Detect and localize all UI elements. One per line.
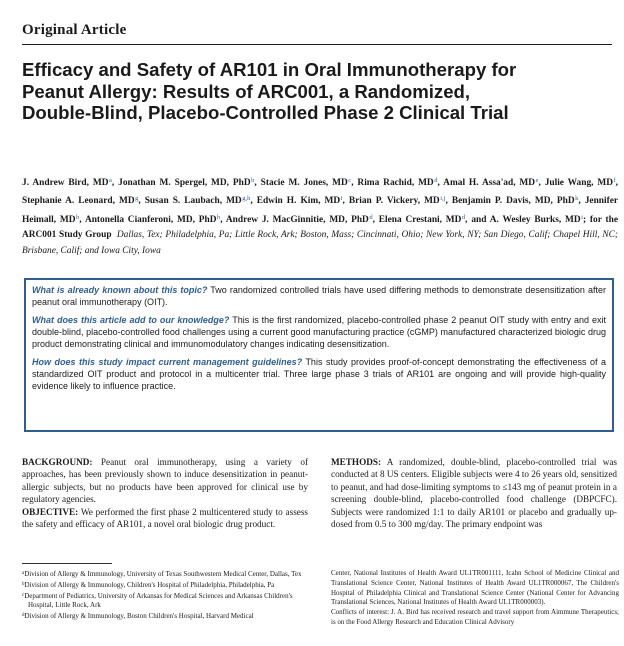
author-name: Julie Wang, MD — [544, 178, 613, 188]
funding-footnote: Center, National Institutes of Health Award UL1TR001111, Icahn School of Medicine Clinical and Translational Science Center, National Institutes of Health Award UL1TR000067, The Children's Hospital of Philadelphia Clinical and Translational Science Center (National Center for Advancing Translational Sciences, National Institutes of Health Award UL1TR000003). — [331, 569, 619, 607]
author-affiliation-marker: d — [434, 177, 438, 184]
author-name: Rima Rachid, MD — [357, 178, 434, 188]
author-affiliation-marker: d — [369, 213, 373, 221]
author-affiliation-marker: i — [340, 195, 343, 203]
abstract-right-column — [331, 456, 617, 530]
author-name: Jennifer Heimall, MD — [22, 196, 619, 225]
author-affiliation-marker: e — [535, 177, 539, 184]
author-name: Susan S. Laubach, MD — [144, 196, 242, 207]
article-title: Efficacy and Safety of AR101 in Oral Immunotherapy for Peanut Allergy: Results of ARC001, a Randomized, Double-Blind, Placebo-Controlled Phase 2 Clinical Trial — [22, 59, 517, 124]
objective-label: OBJECTIVE: — [22, 506, 79, 517]
background-text: Peanut oral immunotherapy, using a variety of approaches, has been previously shown to induce desensitization in peanut-allergic subjects, but no products have been approved for clinical use by regulatory agencies. — [22, 457, 308, 505]
box-answer-adds: This is the first randomized, placebo-controlled phase 2 peanut OIT study with entry and exit double-blind, placebo-controlled food challenges using a current good manufacturing practice (cGMP) manufactured characterized biologic drug product demonstrating clinical and immunomodulatory changes indicating desensitization. — [32, 315, 606, 349]
author-affiliation-marker: k — [575, 195, 579, 203]
author-name: Antonella Cianferoni, MD, PhD — [84, 214, 217, 225]
box-question-impact: How does this study impact current management guidelines? — [32, 357, 303, 367]
box-paragraph-impact — [32, 356, 606, 392]
box-answer-impact: This study provides proof-of-concept demonstrating the effectiveness of a standardized OIT product and protocol in a multicenter trial. Three large phase 3 trials of AR101 are ongoing and will provide high-quality evidence likely to influence practice. — [32, 357, 606, 391]
conflicts-footnote: Conflicts of interest: J. A. Bird has received research and travel support from Aimmune Therapeutics; is on the Food Allergy Research and Education Clinical Advisory — [331, 608, 619, 626]
author-affiliation-marker: b — [217, 213, 221, 221]
author-affiliation-marker: b — [76, 213, 80, 221]
footnote-affiliation-c: $^c$Department of Pediatrics, University of Arkansas for Medical Sciences and Arkansas Children's Hospital, Little Rock, Ark — [22, 591, 293, 610]
clinical-implications-box — [24, 278, 614, 432]
author-affiliation-marker: g — [135, 195, 139, 203]
author-affiliation-marker: a — [109, 177, 112, 184]
author-name: Stephanie A. Leonard, MD — [22, 196, 135, 207]
box-paragraph-known — [32, 284, 606, 308]
author-affiliation-marker: f — [613, 177, 616, 184]
author-name: and A. Wesley Burks, MD — [471, 214, 581, 225]
author-affiliation-marker: d — [461, 213, 466, 221]
study-group: ; for the ARC001 Study Group — [22, 214, 619, 241]
header-rule — [22, 44, 612, 45]
author-name: Benjamin P. Davis, MD, PhD — [451, 196, 575, 207]
methods-text: A randomized, double-blind, placebo-controlled trial was conducted at 8 US centers. Eligible subjects were 4 to 26 years old, sensitized to peanut, and had dose-limiting symptoms to ≤143 mg of peanut protein in a screening double-blind, placebo-controlled food challenge (DBPCFC). Subjects were randomized 1:1 to daily AR101 or placebo and gradually up-dosed from 0.5 to 300 mg/day. The primary endpoint was — [331, 457, 618, 530]
author-name: Amal H. Assa'ad, MD — [443, 178, 536, 188]
footnote-affiliation-b: $^b$Division of Allergy & Immunology, Children's Hospital of Philadelphia, Philadelphia, Pa — [22, 580, 275, 589]
article-type-heading: Original Article — [22, 22, 127, 38]
author-affiliation-marker: i,j — [440, 195, 446, 203]
author-affiliation-marker: g,h — [242, 195, 251, 203]
author-name: Andrew J. MacGinnitie, MD, PhD — [225, 214, 369, 225]
affiliation-locations: Dallas, Tex; Philadelphia, Pa; Little Rock, Ark; Boston, Mass; Cincinnati, Ohio; New York, NY; San Diego, Calif; Chapel Hill, NC; Brisbane, Calif; and Iowa City, Iowa — [22, 230, 618, 256]
box-answer-known: Two randomized controlled trials have used differing methods to demonstrate desensitization after peanut oral immunotherapy (OIT). — [32, 285, 607, 307]
box-question-adds: What does this article add to our knowledge? — [32, 315, 230, 325]
author-name: Stacie M. Jones, MD — [260, 178, 348, 188]
footnotes-left — [22, 569, 312, 622]
box-paragraph-adds — [32, 314, 606, 350]
author-name: Elena Crestani, MD — [378, 214, 462, 225]
author-affiliation-marker: b — [251, 177, 255, 184]
author-list — [22, 173, 618, 259]
methods-label: METHODS: — [331, 457, 382, 467]
footnote-rule — [22, 563, 112, 564]
author-affiliation-marker: i — [581, 213, 583, 221]
author-name: Edwin H. Kim, MD — [256, 196, 341, 207]
author-name: Jonathan M. Spergel, MD, PhD — [118, 178, 251, 188]
author-name: J. Andrew Bird, MD — [22, 178, 109, 188]
footnotes-right — [331, 569, 619, 628]
footnote-affiliation-a: $^a$Division of Allergy & Immunology, University of Texas Southwestern Medical Center, Dallas, Tex — [22, 570, 302, 578]
background-label: BACKGROUND: — [22, 457, 93, 467]
footnote-affiliation-d: $^d$Division of Allergy & Immunology, Boston Children's Hospital, Harvard Medical — [22, 612, 254, 621]
box-question-known: What is already known about this topic? — [32, 285, 208, 295]
objective-text: We performed the first phase 2 multicentered study to assess the safety and efficacy of AR101, a novel oral biologic drug product. — [22, 506, 308, 530]
author-names: J. Andrew Bird, $MD^a$, Jonathan M. Spergel, MD, PhD$^b$, Stacie M. Jones, $MD^c$, Rima Rachid, $MD^d$, Amal H. Assa'ad, MDe, Julie Wang, $MD^f$, Stephanie A. Leonard, $MD^g$, Susan S. Laubach, MD$^{g,h}$, Edwin H. Kim, $MD^i$, Brian P. Vickery, MD$^{i,j}$, Benjamin P. Davis, MD, PhD$^k$, Jennifer Heimall, $MD^b$, Antonella Cianferoni, MD, PhD$^b$, Andrew J. MacGinnitie, MD, PhD$^d$, Elena Crestani, $MD^d$, and A. Wesley Burks, $MD^i$ — [22, 177, 619, 225]
abstract-left-column — [22, 456, 308, 530]
author-affiliation-marker: c — [348, 177, 352, 184]
author-name: Brian P. Vickery, MD — [348, 196, 440, 207]
